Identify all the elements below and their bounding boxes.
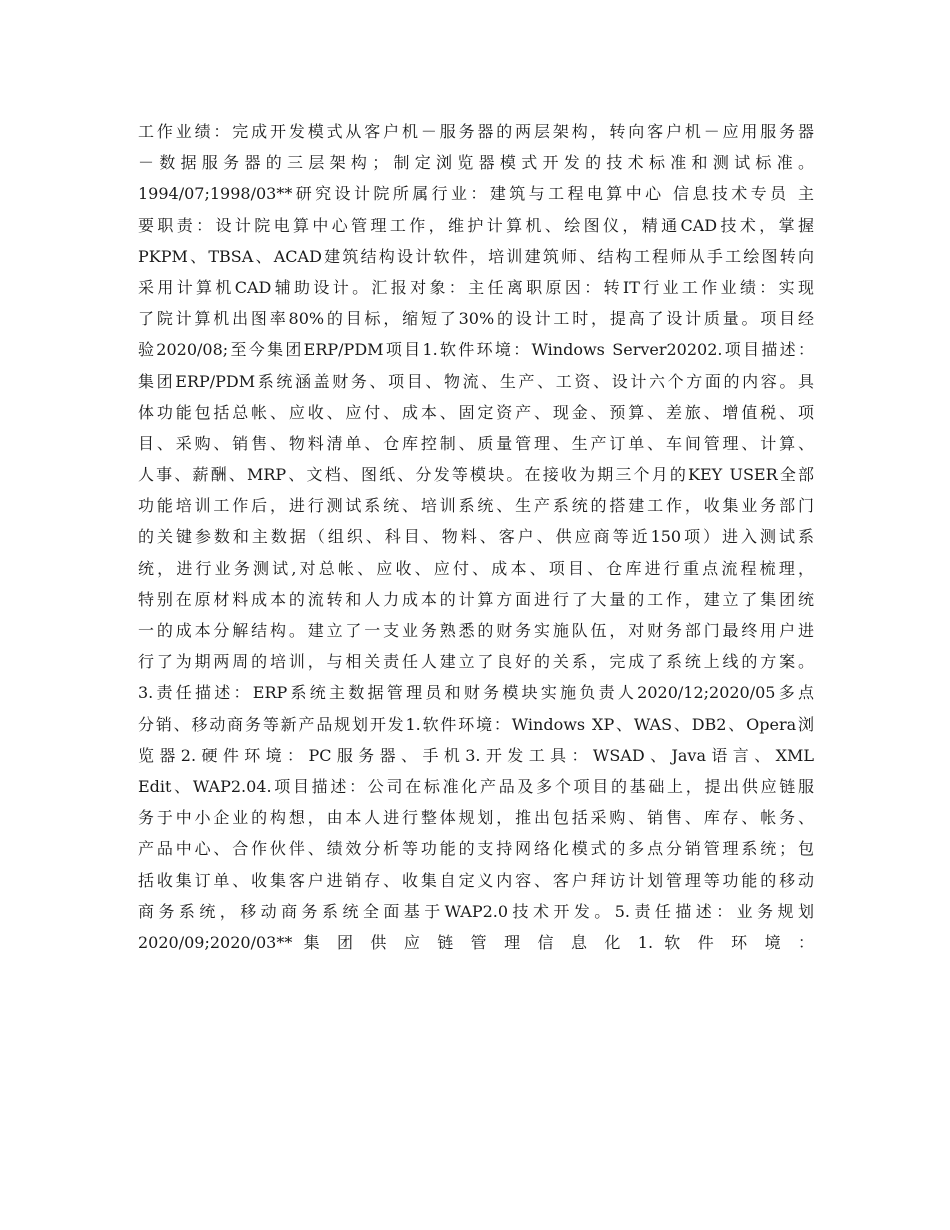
text-line: 的关键参数和主数据（组织、科目、物料、客户、供应商等近150项）进入测试系 [138, 527, 814, 547]
text-line: 分销、移动商务等新产品规划开发1.软件环境：Windows XP、WAS、DB2、Opera浏 [138, 714, 814, 734]
text-line: 商务系统，移动商务系统全面基于WAP2.0技术开发。5.责任描述：业务规划 [138, 901, 814, 921]
text-line: 2020/09;2020/03** 集 团 供 应 链 管 理 信 息 化 1. 软 件 环 境 ： [138, 932, 814, 952]
text-line: 统，进行业务测试,对总帐、应收、应付、成本、项目、仓库进行重点流程梳理， [138, 558, 814, 578]
document-page [138, 116, 814, 958]
text-line: 一的成本分解结构。建立了一支业务熟悉的财务实施队伍，对财务部门最终用户进 [138, 621, 814, 640]
text-line: 务于中小企业的构想，由本人进行整体规划，推出包括采购、销售、库存、帐务、 [138, 808, 814, 828]
text-line: －数据服务器的三层架构；制定浏览器模式开发的技术标准和测试标准。 [138, 153, 814, 173]
text-line: 采用计算机CAD辅助设计。汇报对象：主任离职原因：转IT行业工作业绩：实现 [138, 277, 814, 297]
text-line: 工作业绩：完成开发模式从客户机－服务器的两层架构，转向客户机－应用服务器 [138, 122, 814, 141]
text-line: 人事、薪酬、MRP、文档、图纸、分发等模块。在接收为期三个月的KEY USER全部 [138, 465, 814, 485]
text-line: 功能培训工作后，进行测试系统、培训系统、生产系统的搭建工作，收集业务部门 [138, 496, 814, 516]
text-line: 了院计算机出图率80%的目标，缩短了30%的设计工时，提高了设计质量。项目经 [138, 309, 814, 329]
text-line: 1994/07;1998/03**研究设计院所属行业：建筑与工程电算中心 信息技术专员 主 [138, 184, 814, 204]
text-line: 行了为期两周的培训，与相关责任人建立了良好的关系，完成了系统上线的方案。 [138, 652, 814, 672]
text-line: 体功能包括总帐、应收、应付、成本、固定资产、现金、预算、差旅、增值税、项 [138, 402, 814, 422]
text-line: 3.责任描述：ERP系统主数据管理员和财务模块实施负责人2020/12;2020/05多点 [138, 683, 814, 703]
text-line: 括收集订单、收集客户进销存、收集自定义内容、客户拜访计划管理等功能的移动 [138, 870, 814, 890]
text-line: 特别在原材料成本的流转和人力成本的计算方面进行了大量的工作，建立了集团统 [138, 589, 814, 609]
text-line: 集团ERP/PDM系统涵盖财务、项目、物流、生产、工资、设计六个方面的内容。具 [138, 371, 814, 391]
text-line: 产品中心、合作伙伴、绩效分析等功能的支持网络化模式的多点分销管理系统；包 [138, 839, 814, 859]
text-line: 目、采购、销售、物料清单、仓库控制、质量管理、生产订单、车间管理、计算、 [138, 433, 814, 453]
text-line: Edit、WAP2.04.项目描述：公司在标准化产品及多个项目的基础上，提出供应链服 [138, 776, 814, 796]
text-line: 要职责：设计院电算中心管理工作，维护计算机、绘图仪，精通CAD技术，掌握 [138, 215, 814, 235]
text-line: 览器2.硬件环境：PC服务器、手机3.开发工具：WSAD、Java语言、XML [138, 745, 814, 765]
text-line: 验2020/08;至今集团ERP/PDM项目1.软件环境：Windows Server20202.项目描述： [138, 340, 814, 360]
text-line: PKPM、TBSA、ACAD建筑结构设计软件，培训建筑师、结构工程师从手工绘图转向 [138, 246, 814, 266]
